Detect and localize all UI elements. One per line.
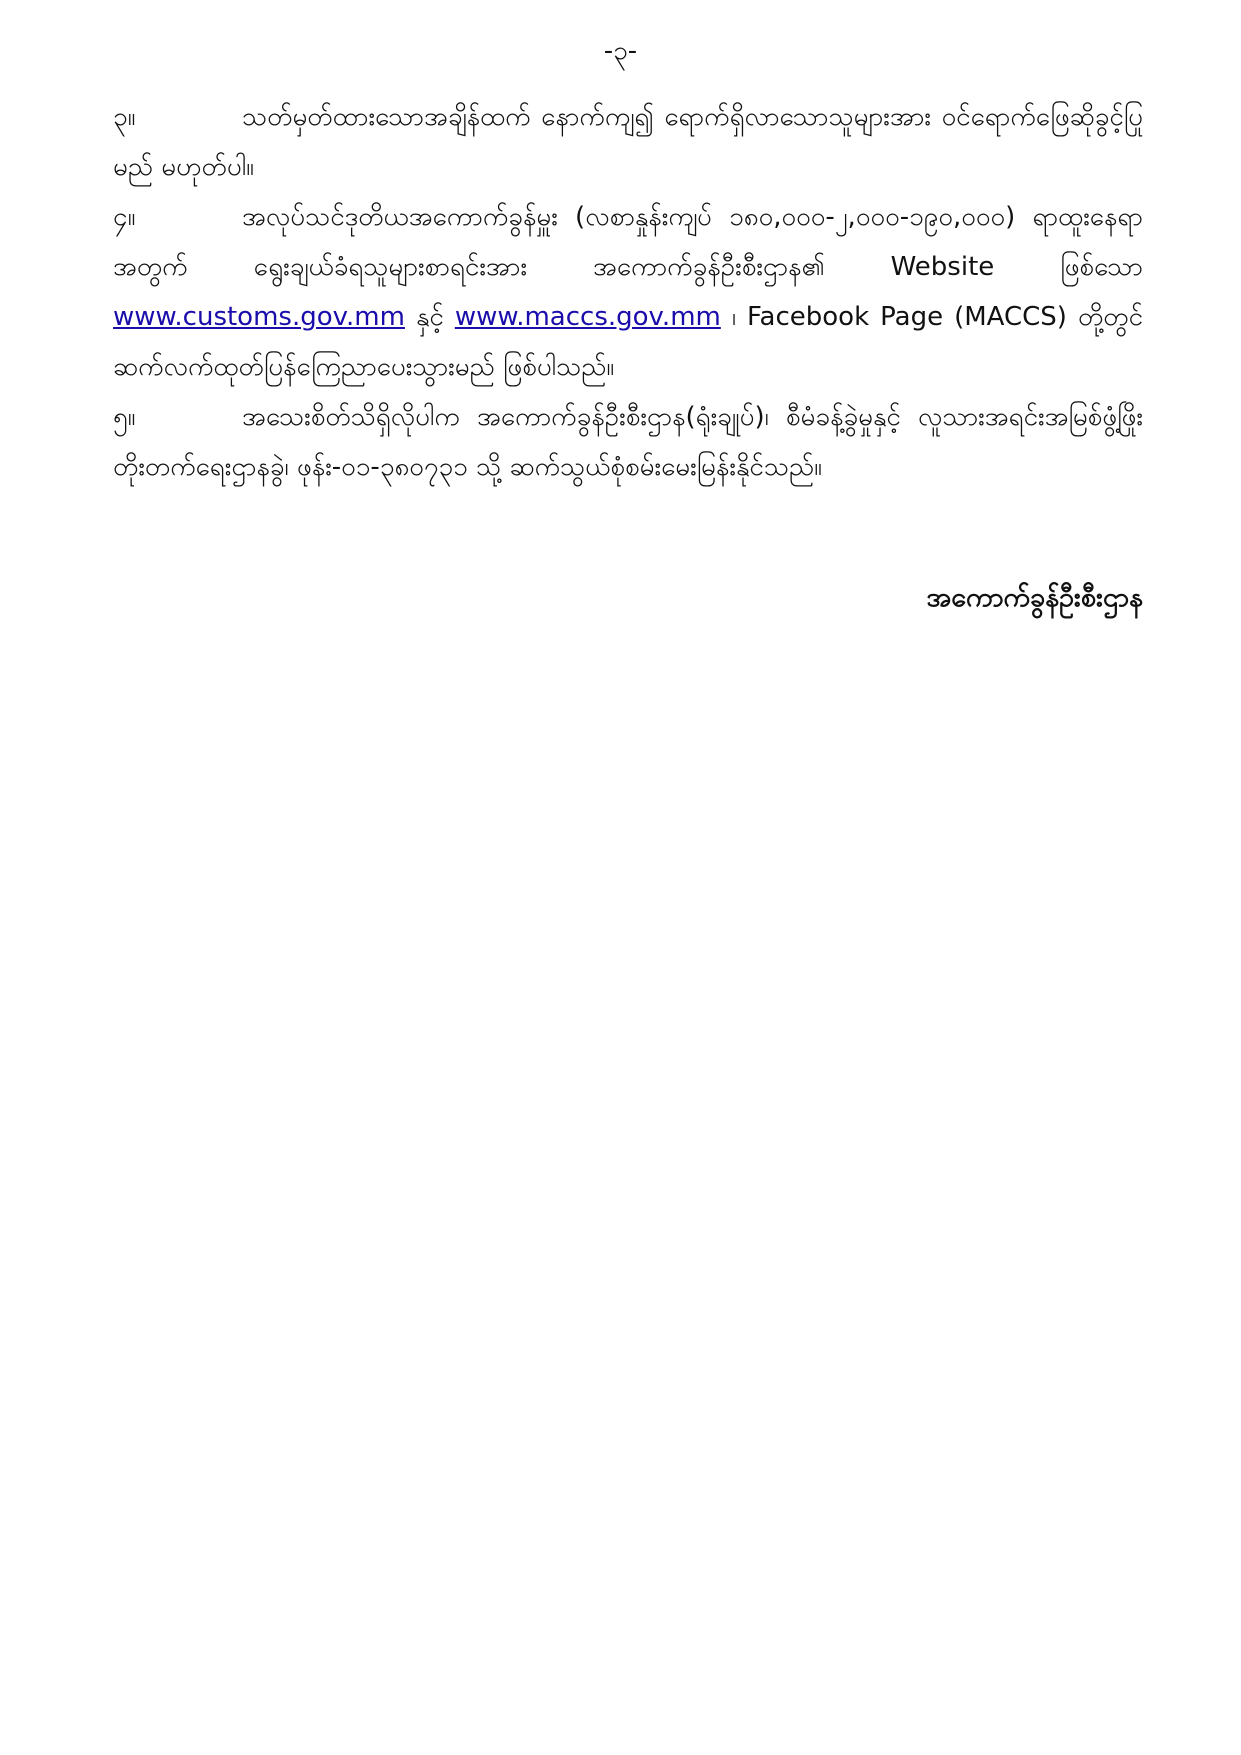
paragraph-number: ၅။ (113, 402, 136, 432)
paragraph-text: သတ်မှတ်ထားသောအချိန်ထက် နောက်ကျ၍ ရောက်ရှိလာသောသူများအား ဝင်ရောက်ဖြေဆိုခွင့်ပြုမည် မဟုတ်ပါ။ (113, 102, 1143, 182)
signature-department: အကောက်ခွန်ဦးစီးဌာန (926, 582, 1143, 613)
customs-website-link[interactable]: www.customs.gov.mm (113, 302, 405, 332)
paragraph-text-between-links: နှင့် (404, 302, 455, 332)
page-number: -၃- (603, 36, 638, 66)
maccs-website-link[interactable]: www.maccs.gov.mm (454, 302, 721, 332)
paragraph-number: ၄။ (113, 202, 136, 232)
paragraph-text-after-links: ၊ Facebook Page (MACCS) တို့တွင် ဆက်လက်ထုတ်ပြန်ကြေညာပေးသွားမည် ဖြစ်ပါသည်။ (113, 302, 1143, 382)
paragraph-text-before-links: အလုပ်သင်ဒုတိယအကောက်ခွန်မှူး (လစာနှုန်းကျပ် ၁၈၀,၀၀၀-၂,၀၀၀-၁၉၀,၀၀၀) ရာထူးနေရာအတွက် ရွေးချယ်ခံရသူများစာရင်းအား အကောက်ခွန်ဦးစီးဌာန၏ Website ဖြစ်သော (113, 202, 1143, 282)
paragraph-3 (113, 92, 1143, 192)
paragraph-5 (113, 392, 1143, 492)
document-body (113, 92, 1143, 492)
paragraph-text: အသေးစိတ်သိရှိလိုပါက အကောက်ခွန်ဦးစီးဌာန(ရုံးချုပ်)၊ စီမံခန့်ခွဲမှုနှင့် လူသားအရင်းအမြစ်ဖွံ့ဖြိုးတိုးတက်ရေးဌာနခွဲ၊ ဖုန်း-၀၁-၃၈၀၇၃၁ သို့ ဆက်သွယ်စုံစမ်းမေးမြန်းနိုင်သည်။ (113, 402, 1143, 482)
paragraph-4 (113, 192, 1143, 392)
paragraph-number: ၃။ (113, 102, 136, 132)
